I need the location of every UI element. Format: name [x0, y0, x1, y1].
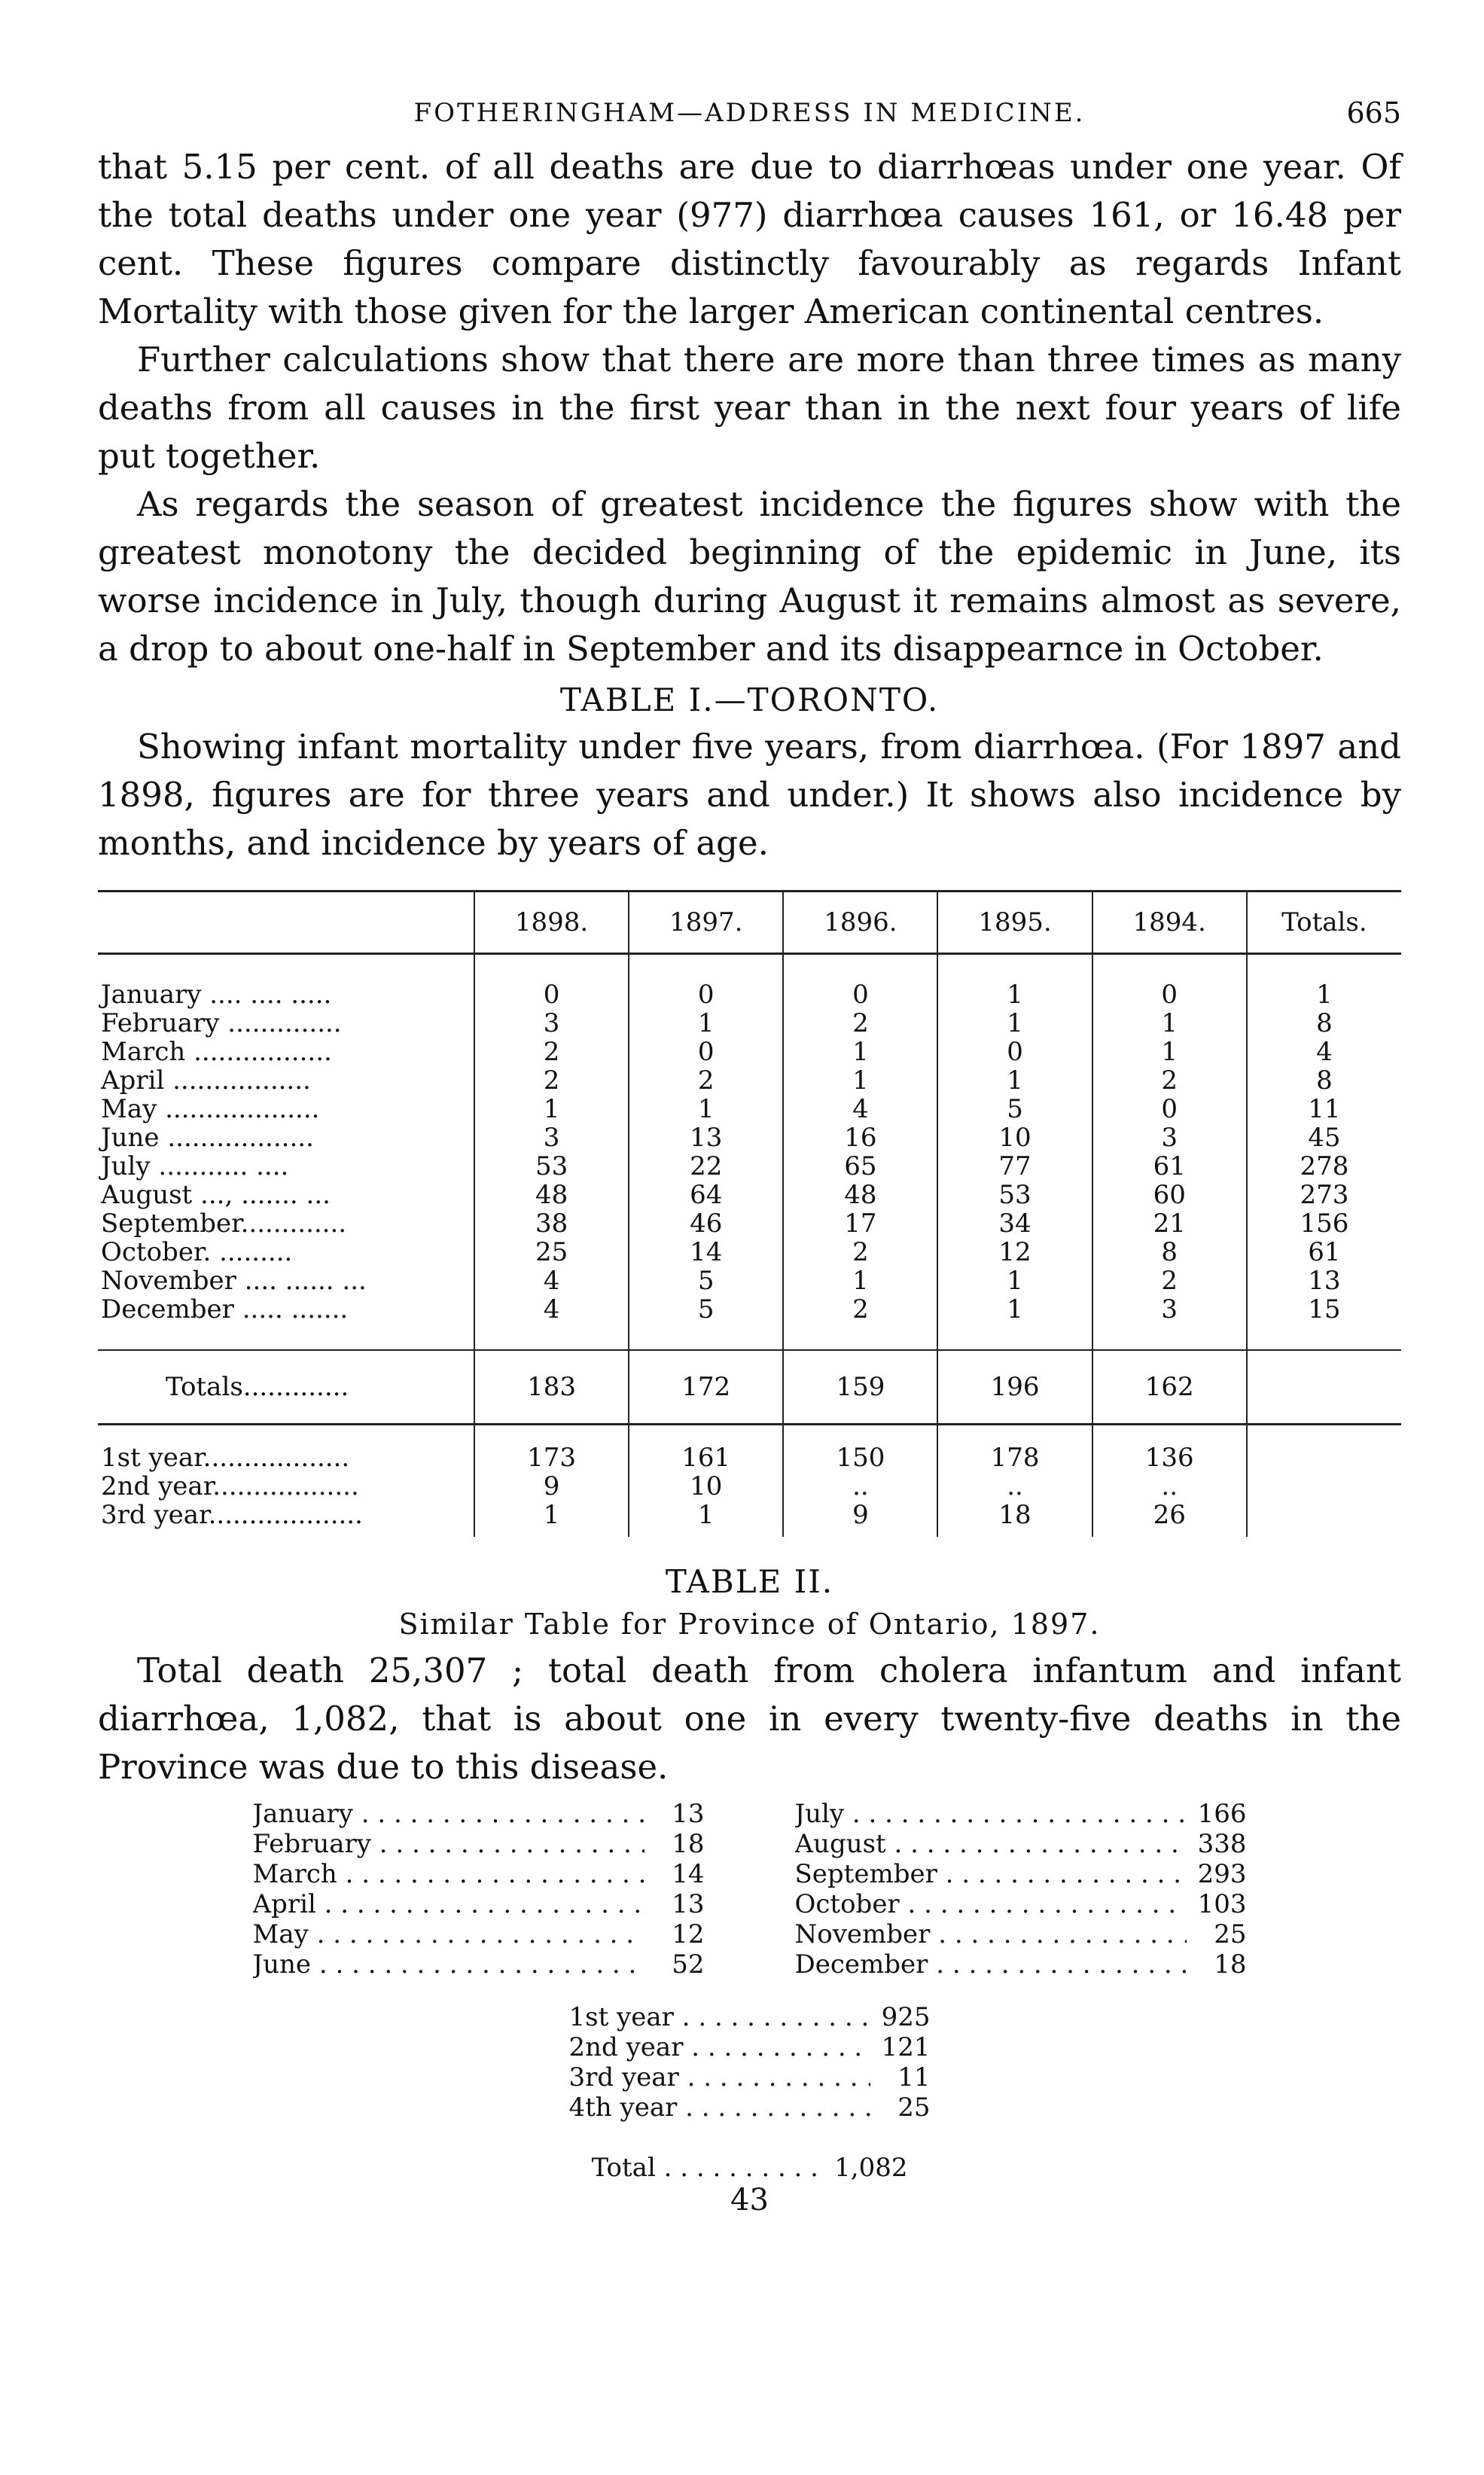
- table1-month-row-label: May ...................: [101, 1094, 320, 1124]
- table1-month-row-cell: 1: [474, 1095, 629, 1123]
- table1-month-row-cell: 3: [474, 1009, 629, 1038]
- table1-month-row-cell: 2: [1092, 1266, 1247, 1295]
- table1-month-row: [98, 1209, 1401, 1238]
- table2-month-row: [253, 1799, 705, 1829]
- table1-totals-row-cell: 196: [937, 1350, 1092, 1425]
- table1-month-row-cell: 4: [474, 1266, 629, 1295]
- table1-month-row-cell: 1: [629, 1009, 783, 1038]
- table1-totals-row-cell: [1247, 1350, 1401, 1425]
- table1-year-row-cell: 9: [474, 1472, 629, 1501]
- table1-separator-row-label: [98, 1425, 474, 1444]
- table2-year-row-label: 2nd year . . .: [569, 2032, 870, 2062]
- table2-year-row: [569, 2032, 931, 2062]
- table1-month-row-cell: 3: [1092, 1123, 1247, 1152]
- running-header: [98, 90, 1401, 143]
- table1-month-row-cell: 0: [937, 1038, 1092, 1066]
- table1-year-row-cell: 150: [783, 1443, 937, 1472]
- table2-year-row: [569, 2002, 931, 2032]
- table1-totals-row-cell: 162: [1092, 1350, 1247, 1425]
- table2-year-row-label: 3rd year . . .: [569, 2062, 870, 2092]
- table2-month-row-label: September . . .: [795, 1859, 1187, 1889]
- table1-separator-row-cell: [1247, 1425, 1401, 1444]
- table1-month-row-cell: 17: [783, 1209, 937, 1238]
- table1-year-row-cell: 178: [937, 1443, 1092, 1472]
- table1-month-row-cell: 34: [937, 1209, 1092, 1238]
- table1-month-row: [98, 1152, 1401, 1181]
- table2-month-row-value: 25: [1214, 1919, 1247, 1949]
- table1-month-row-cell: 2: [783, 1238, 937, 1266]
- table1-spacer-row-cell: [783, 954, 937, 981]
- page-number: 665: [1346, 96, 1401, 130]
- table1-month-row-cell: 10: [937, 1123, 1092, 1152]
- table1-caption: Showing infant mortality under five years, from diarrhœa. (For 1897 and 1898, figures are for three years and under.) It shows also incidence by months, and incidence by years of age.: [98, 727, 1401, 863]
- table2-subtitle: Similar Table for Province of Ontario, 1897.: [398, 1608, 1101, 1641]
- table1-month-row: [98, 980, 1401, 1009]
- table2-months: [98, 1799, 1401, 1980]
- table1-month-row-label: November .... ...... ...: [101, 1266, 367, 1296]
- table1-month-row-cell: 12: [937, 1238, 1092, 1266]
- table1-month-row-cell: 8: [1092, 1238, 1247, 1266]
- table2-year-row-label: 1st year . . .: [569, 2002, 870, 2032]
- table1-month-row-cell: 48: [783, 1181, 937, 1209]
- table1-end-row: [98, 1529, 1401, 1537]
- table2-month-row-value: 293: [1197, 1859, 1247, 1889]
- table1-body: [98, 954, 1401, 1538]
- table1-month-row-cell: 273: [1247, 1181, 1401, 1209]
- table1-month-row-cell: 21: [1092, 1209, 1247, 1238]
- table1-year-row-cell: 1: [474, 1501, 629, 1529]
- table1-month-row-cell: 1: [937, 1266, 1092, 1295]
- table1-month-row-cell: 15: [1247, 1295, 1401, 1324]
- table1-month-row-label: August ..., ....... ...: [101, 1180, 331, 1210]
- table1-month-row-cell: 1: [783, 1038, 937, 1066]
- table1-header-cell: 1896.: [783, 892, 937, 954]
- table1-month-row-cell: 2: [783, 1295, 937, 1324]
- table1-month-row-label: September.............: [101, 1209, 347, 1239]
- table1-month-row: [98, 1066, 1401, 1095]
- table1-month-row-cell: 0: [629, 980, 783, 1009]
- table1-month-row-cell: 4: [1247, 1038, 1401, 1066]
- table2-total-row: [592, 2153, 908, 2183]
- table1-month-row: [98, 1266, 1401, 1295]
- table1-separator-row-cell: [474, 1425, 629, 1444]
- table1-header-cell: 1898.: [474, 892, 629, 954]
- table1-spacer-row-cell: [1092, 954, 1247, 981]
- table1-month-row-cell: 13: [1247, 1266, 1401, 1295]
- table1-month-row-cell: 16: [783, 1123, 937, 1152]
- table1-year-row-cell: ..: [783, 1472, 937, 1501]
- table1-month-row-cell: 2: [629, 1066, 783, 1095]
- table1-year-row: [98, 1472, 1401, 1501]
- table1-month-row-cell: 278: [1247, 1152, 1401, 1181]
- table1-month-row-cell: 46: [629, 1209, 783, 1238]
- table1-year-row-cell: 26: [1092, 1501, 1247, 1529]
- table2-total-label: Total . . .: [592, 2153, 825, 2183]
- table2-month-row-label: March . . .: [253, 1859, 644, 1889]
- table1-end-row-cell: [1247, 1529, 1401, 1537]
- table1-year-row: [98, 1501, 1401, 1529]
- table1-month-row-cell: 11: [1247, 1095, 1401, 1123]
- table1-spacer-row-cell: [629, 1324, 783, 1350]
- table2-year-row: [569, 2062, 931, 2092]
- table1-totals-row: [98, 1350, 1401, 1425]
- table1-month-row-cell: 2: [474, 1038, 629, 1066]
- table2-left-column: [253, 1799, 705, 1980]
- table2-month-row-label: May . . .: [253, 1919, 644, 1949]
- table1-month-row-cell: 1: [1092, 1038, 1247, 1066]
- table1-month-row-cell: 1: [1247, 980, 1401, 1009]
- table1-header-row: [98, 892, 1401, 954]
- table2-year-row: [569, 2092, 931, 2123]
- table1-year-row-cell: ..: [937, 1472, 1092, 1501]
- table1-month-row-cell: 1: [783, 1266, 937, 1295]
- table1-separator-row-cell: [1092, 1425, 1247, 1444]
- table2-month-row-value: 13: [672, 1889, 705, 1919]
- table1-totals-row-cell: 172: [629, 1350, 783, 1425]
- table1-month-row: [98, 1181, 1401, 1209]
- paragraph-3: As regards the season of greatest incidence the figures show with the greatest monotony the decided beginning of the epidemic in June, its worse incidence in July, though during August it remains almost as severe, a drop to about one-half in September and its disappearnce in October.: [98, 484, 1401, 669]
- table1-month-row-cell: 5: [629, 1295, 783, 1324]
- table1-month-row-cell: 0: [474, 980, 629, 1009]
- table1-spacer-row-cell: [474, 1324, 629, 1350]
- table1-month-row-cell: 2: [474, 1066, 629, 1095]
- table1-month-row-cell: 0: [1092, 1095, 1247, 1123]
- table1-year-row-cell: 10: [629, 1472, 783, 1501]
- table1-month-row-label: June ..................: [101, 1123, 314, 1153]
- running-title: FOTHERINGHAM—ADDRESS IN MEDICINE.: [413, 98, 1086, 128]
- table1-year-row-cell: ..: [1092, 1472, 1247, 1501]
- table2-month-row-value: 12: [672, 1919, 705, 1949]
- table1-end-row-cell: [629, 1529, 783, 1537]
- table1-month-row-cell: 22: [629, 1152, 783, 1181]
- table1-year-row-cell: [1247, 1472, 1401, 1501]
- table2-month-row-label: July . . .: [795, 1799, 1187, 1829]
- table1-month-row: [98, 1238, 1401, 1266]
- table2-month-row: [253, 1889, 705, 1919]
- table1-spacer-row-cell: [1247, 1324, 1401, 1350]
- table1-month-row: [98, 1123, 1401, 1152]
- table2-year-row-value: 925: [881, 2002, 931, 2032]
- table1-totals-row-cell: 183: [474, 1350, 629, 1425]
- table1-month-row-cell: 61: [1247, 1238, 1401, 1266]
- table1-end-row-label: [98, 1529, 474, 1537]
- table1-month-row-cell: 4: [474, 1295, 629, 1324]
- table2-month-row-label: November . . .: [795, 1919, 1187, 1949]
- table1-separator-row-cell: [783, 1425, 937, 1444]
- table1-month-row-cell: 45: [1247, 1123, 1401, 1152]
- table1-month-row-label: February ..............: [101, 1008, 342, 1038]
- table2-month-row-label: February . . .: [253, 1829, 644, 1859]
- table1-month-row-cell: 1: [783, 1066, 937, 1095]
- table2-years: [569, 2002, 931, 2123]
- table1-end-row-cell: [474, 1529, 629, 1537]
- table1-month-row-cell: 8: [1247, 1066, 1401, 1095]
- table2-month-row: [253, 1859, 705, 1889]
- table1-month-row-label: December ..... .......: [101, 1294, 349, 1324]
- table1-spacer-row: [98, 1324, 1401, 1350]
- table1-spacer-row-cell: [1247, 954, 1401, 981]
- table2-month-row-label: January . . .: [253, 1799, 644, 1829]
- table1-totals-row-label: Totals.............: [98, 1350, 474, 1425]
- table1-month-row-cell: 8: [1247, 1009, 1401, 1038]
- table2-month-row: [795, 1949, 1247, 1980]
- table2-month-row-value: 14: [672, 1859, 705, 1889]
- table1-separator-row-cell: [937, 1425, 1092, 1444]
- table1-spacer-row-cell: [937, 954, 1092, 981]
- table1-spacer-row-cell: [937, 1324, 1092, 1350]
- table1-month-row-cell: 53: [474, 1152, 629, 1181]
- table1-year-row-cell: 9: [783, 1501, 937, 1529]
- table1-year-row: [98, 1443, 1401, 1472]
- table1-month-row-cell: 5: [629, 1266, 783, 1295]
- table1-month-row-cell: 1: [937, 1009, 1092, 1038]
- table1-month-row-cell: 1: [937, 1295, 1092, 1324]
- table2-month-row-label: June . . .: [253, 1949, 644, 1980]
- table1-header-cell: 1894.: [1092, 892, 1247, 954]
- table1-header-cell: 1895.: [937, 892, 1092, 954]
- table1-month-row: [98, 1095, 1401, 1123]
- table1-spacer-row-label: [98, 1324, 474, 1350]
- paragraph-1: that 5.15 per cent. of all deaths are due to diarrhœas under one year. Of the total deaths under one year (977) diarrhœa causes 161, or 16.48 per cent. These figures compare distinctly favourably as regards Infant Mortality with those given for the larger American continental centres.: [98, 147, 1401, 331]
- table1-separator-row-cell: [629, 1425, 783, 1444]
- table2-text: Total death 25,307 ; total death from cholera infantum and infant diarrhœa, 1,082, that is about one in every twenty-five deaths in the Province was due to this disease.: [98, 1651, 1401, 1787]
- table1-month-row-cell: 3: [1092, 1295, 1247, 1324]
- table2-month-row: [253, 1919, 705, 1949]
- table2-month-row: [253, 1829, 705, 1859]
- table1-month-row-cell: 156: [1247, 1209, 1401, 1238]
- table1-month-row-cell: 65: [783, 1152, 937, 1181]
- folio-signature: 43: [730, 2183, 769, 2217]
- table1-year-row-cell: 1: [629, 1501, 783, 1529]
- table1-year-row-label: 3rd year...................: [101, 1500, 363, 1530]
- table1-month-row-cell: 1: [937, 1066, 1092, 1095]
- table2-month-row-value: 52: [672, 1949, 705, 1980]
- table1-month-row-cell: 4: [783, 1095, 937, 1123]
- table2-month-row-value: 166: [1197, 1799, 1247, 1829]
- table2-month-row: [795, 1889, 1247, 1919]
- table2-month-row: [795, 1859, 1247, 1889]
- table2-total-value: 1,082: [834, 2153, 908, 2183]
- table1-month-row-cell: 1: [1092, 1009, 1247, 1038]
- table1: [98, 890, 1401, 1537]
- table1-month-row-cell: 0: [783, 980, 937, 1009]
- table2-month-row-label: October . . .: [795, 1889, 1187, 1919]
- table1-month-row-cell: 1: [629, 1095, 783, 1123]
- table1-header-cell: 1897.: [629, 892, 783, 954]
- table2-month-row: [795, 1799, 1247, 1829]
- table1-end-row-cell: [1092, 1529, 1247, 1537]
- table2-year-row-value: 25: [897, 2092, 931, 2123]
- table1-separator-row: [98, 1425, 1401, 1444]
- table1-month-row: [98, 1009, 1401, 1038]
- table1-month-row-label: April .................: [101, 1065, 311, 1096]
- table1-spacer-row-cell: [474, 954, 629, 981]
- table1-month-row-label: January .... .... .....: [101, 980, 332, 1010]
- table1-year-row-cell: 18: [937, 1501, 1092, 1529]
- table2-month-row: [253, 1949, 705, 1980]
- table1-end-row-cell: [937, 1529, 1092, 1537]
- table1-month-row-cell: 48: [474, 1181, 629, 1209]
- table1-month-row-label: July ........... ....: [101, 1151, 289, 1181]
- table1-month-row-cell: 2: [783, 1009, 937, 1038]
- table1-month-row-cell: 53: [937, 1181, 1092, 1209]
- table1-month-row-cell: 61: [1092, 1152, 1247, 1181]
- table1-month-row: [98, 1295, 1401, 1324]
- table2-month-row-value: 103: [1197, 1889, 1247, 1919]
- table1-month-row-cell: 60: [1092, 1181, 1247, 1209]
- table1-year-row-label: 2nd year..................: [101, 1471, 359, 1501]
- table2-year-row-label: 4th year . . .: [569, 2092, 870, 2123]
- table1-month-row-cell: 0: [629, 1038, 783, 1066]
- table1-year-row-label: 1st year..................: [101, 1443, 350, 1473]
- table2-month-row: [795, 1919, 1247, 1949]
- table1-month-row: [98, 1038, 1401, 1066]
- table1-month-row-cell: 1: [937, 980, 1092, 1009]
- table2-month-row-value: 18: [1214, 1949, 1247, 1980]
- table1-month-row-cell: 77: [937, 1152, 1092, 1181]
- table1-spacer-row-label: [98, 954, 474, 981]
- table1-month-row-cell: 14: [629, 1238, 783, 1266]
- table2-year-row-value: 121: [881, 2032, 931, 2062]
- table2-month-row-label: August . . .: [795, 1829, 1187, 1859]
- table1-month-row-cell: 5: [937, 1095, 1092, 1123]
- table1-month-row-label: October. .........: [101, 1237, 293, 1267]
- table1-month-row-cell: 0: [1092, 980, 1247, 1009]
- table1-year-row-cell: [1247, 1501, 1401, 1529]
- table1-year-row-cell: 173: [474, 1443, 629, 1472]
- table2-right-column: [795, 1799, 1247, 1980]
- table1-month-row-cell: 25: [474, 1238, 629, 1266]
- table2-month-row: [795, 1829, 1247, 1859]
- table1-spacer-row-cell: [1092, 1324, 1247, 1350]
- table2-month-row-value: 18: [672, 1829, 705, 1859]
- table2-title: TABLE II.: [665, 1563, 834, 1600]
- table2-month-row-label: December . . .: [795, 1949, 1187, 1980]
- table1-month-row-cell: 38: [474, 1209, 629, 1238]
- paragraph-2: Further calculations show that there are more than three times as many deaths from all causes in the first year than in the next four years of life put together.: [98, 340, 1401, 476]
- table2-month-row-value: 13: [672, 1799, 705, 1829]
- table1-spacer-row-cell: [783, 1324, 937, 1350]
- table1-month-row-cell: 13: [629, 1123, 783, 1152]
- table1-end-row-cell: [783, 1529, 937, 1537]
- table1-month-row-cell: 3: [474, 1123, 629, 1152]
- table2-year-row-value: 11: [897, 2062, 931, 2092]
- table2-month-row-value: 338: [1197, 1829, 1247, 1859]
- table1-month-row-label: March .................: [101, 1037, 332, 1067]
- table1-month-row-cell: 64: [629, 1181, 783, 1209]
- table2-month-row-label: April . . .: [253, 1889, 644, 1919]
- table1-header-cell: Totals.: [1247, 892, 1401, 954]
- table1-spacer-row-cell: [629, 954, 783, 981]
- table1-year-row-cell: 136: [1092, 1443, 1247, 1472]
- table1-month-row-cell: 2: [1092, 1066, 1247, 1095]
- table1-spacer-row: [98, 954, 1401, 981]
- table1-title: TABLE I.—TORONTO.: [559, 681, 940, 718]
- table1-header-corner: [98, 892, 474, 954]
- table1-totals-row-cell: 159: [783, 1350, 937, 1425]
- table1-year-row-cell: 161: [629, 1443, 783, 1472]
- table1-year-row-cell: [1247, 1443, 1401, 1472]
